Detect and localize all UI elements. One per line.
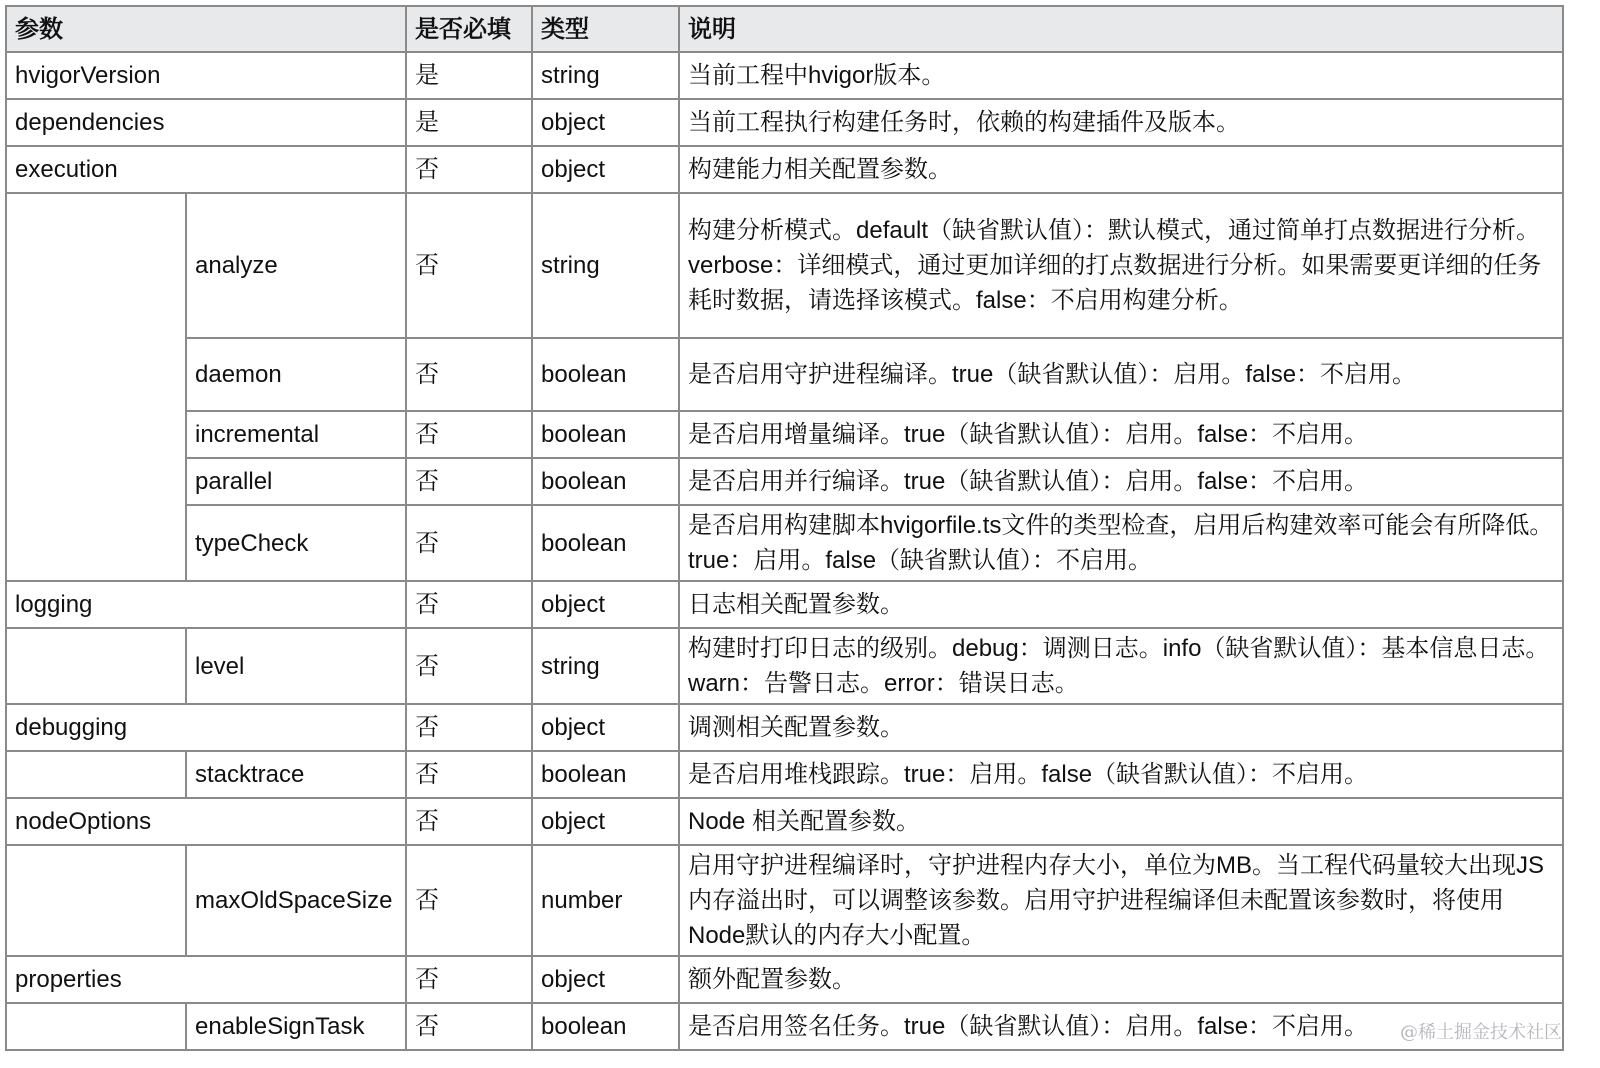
required-cell: 否 bbox=[406, 628, 532, 704]
description-cell: Node 相关配置参数。 bbox=[679, 798, 1563, 845]
description-cell: 构建时打印日志的级别。debug：调测日志。info（缺省默认值）：基本信息日志。warn：告警日志。error：错误日志。 bbox=[679, 628, 1563, 704]
param-name: logging bbox=[6, 581, 406, 628]
child-param-name: maxOldSpaceSize bbox=[186, 845, 406, 956]
child-param-name: stacktrace bbox=[186, 751, 406, 798]
type-cell: boolean bbox=[532, 458, 679, 505]
required-cell: 是 bbox=[406, 99, 532, 146]
description-cell: 是否启用构建脚本hvigorfile.ts文件的类型检查，启用后构建效率可能会有所降低。true：启用。false（缺省默认值）：不启用。 bbox=[679, 505, 1563, 581]
table-row bbox=[6, 704, 1563, 751]
required-cell: 否 bbox=[406, 798, 532, 845]
parent-group-cell bbox=[6, 193, 186, 581]
type-cell: boolean bbox=[532, 505, 679, 581]
header-row bbox=[6, 6, 1563, 52]
description-cell: 当前工程中hvigor版本。 bbox=[679, 52, 1563, 99]
description-cell: 是否启用并行编译。true（缺省默认值）：启用。false：不启用。 bbox=[679, 458, 1563, 505]
parent-group-cell bbox=[6, 1003, 186, 1050]
child-param-name: incremental bbox=[186, 411, 406, 458]
required-cell: 否 bbox=[406, 146, 532, 193]
type-cell: string bbox=[532, 193, 679, 338]
table-row bbox=[6, 751, 1563, 798]
description-cell: 是否启用增量编译。true（缺省默认值）：启用。false：不启用。 bbox=[679, 411, 1563, 458]
table-row bbox=[6, 581, 1563, 628]
type-cell: object bbox=[532, 798, 679, 845]
description-cell: 启用守护进程编译时，守护进程内存大小，单位为MB。当工程代码量较大出现JS内存溢出时，可以调整该参数。启用守护进程编译但未配置该参数时，将使用Node默认的内存大小配置。 bbox=[679, 845, 1563, 956]
child-param-name: daemon bbox=[186, 338, 406, 411]
required-cell: 否 bbox=[406, 193, 532, 338]
required-cell: 否 bbox=[406, 751, 532, 798]
description-cell: 当前工程执行构建任务时，依赖的构建插件及版本。 bbox=[679, 99, 1563, 146]
type-cell: boolean bbox=[532, 1003, 679, 1050]
type-cell: object bbox=[532, 704, 679, 751]
type-cell: boolean bbox=[532, 411, 679, 458]
description-cell: 构建能力相关配置参数。 bbox=[679, 146, 1563, 193]
required-cell: 否 bbox=[406, 704, 532, 751]
table-row bbox=[6, 505, 1563, 581]
param-name: debugging bbox=[6, 704, 406, 751]
parameter-table bbox=[5, 5, 1564, 1051]
watermark: @稀土掘金技术社区 bbox=[1400, 1022, 1562, 1043]
required-cell: 否 bbox=[406, 458, 532, 505]
table-header bbox=[6, 6, 1563, 52]
description-cell: 构建分析模式。default（缺省默认值）：默认模式，通过简单打点数据进行分析。verbose：详细模式，通过更加详细的打点数据进行分析。如果需要更详细的任务耗时数据，请选择该模式。false：不启用构建分析。 bbox=[679, 193, 1563, 338]
table-row bbox=[6, 411, 1563, 458]
required-cell: 否 bbox=[406, 338, 532, 411]
table-row bbox=[6, 628, 1563, 704]
table-row bbox=[6, 52, 1563, 99]
header-description: 说明 bbox=[679, 6, 1563, 52]
param-name: properties bbox=[6, 956, 406, 1003]
type-cell: string bbox=[532, 628, 679, 704]
table-row bbox=[6, 99, 1563, 146]
child-param-name: level bbox=[186, 628, 406, 704]
description-cell: 是否启用守护进程编译。true（缺省默认值）：启用。false：不启用。 bbox=[679, 338, 1563, 411]
required-cell: 否 bbox=[406, 845, 532, 956]
description-cell: 是否启用签名任务。true（缺省默认值）：启用。false：不启用。 bbox=[679, 1003, 1563, 1050]
required-cell: 是 bbox=[406, 52, 532, 99]
type-cell: object bbox=[532, 99, 679, 146]
header-type: 类型 bbox=[532, 6, 679, 52]
header-param: 参数 bbox=[6, 6, 406, 52]
header-required: 是否必填 bbox=[406, 6, 532, 52]
param-name: dependencies bbox=[6, 99, 406, 146]
required-cell: 否 bbox=[406, 505, 532, 581]
description-cell: 额外配置参数。 bbox=[679, 956, 1563, 1003]
table-row bbox=[6, 146, 1563, 193]
param-name: nodeOptions bbox=[6, 798, 406, 845]
type-cell: object bbox=[532, 146, 679, 193]
param-name: execution bbox=[6, 146, 406, 193]
child-param-name: typeCheck bbox=[186, 505, 406, 581]
type-cell: boolean bbox=[532, 751, 679, 798]
required-cell: 否 bbox=[406, 411, 532, 458]
description-cell: 日志相关配置参数。 bbox=[679, 581, 1563, 628]
child-param-name: enableSignTask bbox=[186, 1003, 406, 1050]
table-row bbox=[6, 338, 1563, 411]
table-body bbox=[6, 52, 1563, 1050]
description-cell: 调测相关配置参数。 bbox=[679, 704, 1563, 751]
type-cell: boolean bbox=[532, 338, 679, 411]
type-cell: object bbox=[532, 956, 679, 1003]
parent-group-cell bbox=[6, 628, 186, 704]
table-row bbox=[6, 798, 1563, 845]
table-row bbox=[6, 1003, 1563, 1050]
type-cell: object bbox=[532, 581, 679, 628]
table-row bbox=[6, 845, 1563, 956]
parent-group-cell bbox=[6, 845, 186, 956]
required-cell: 否 bbox=[406, 956, 532, 1003]
table-row bbox=[6, 458, 1563, 505]
type-cell: string bbox=[532, 52, 679, 99]
required-cell: 否 bbox=[406, 581, 532, 628]
child-param-name: analyze bbox=[186, 193, 406, 338]
parent-group-cell bbox=[6, 751, 186, 798]
description-cell: 是否启用堆栈跟踪。true：启用。false（缺省默认值）：不启用。 bbox=[679, 751, 1563, 798]
table-row bbox=[6, 193, 1563, 338]
table-row bbox=[6, 956, 1563, 1003]
type-cell: number bbox=[532, 845, 679, 956]
param-name: hvigorVersion bbox=[6, 52, 406, 99]
required-cell: 否 bbox=[406, 1003, 532, 1050]
child-param-name: parallel bbox=[186, 458, 406, 505]
